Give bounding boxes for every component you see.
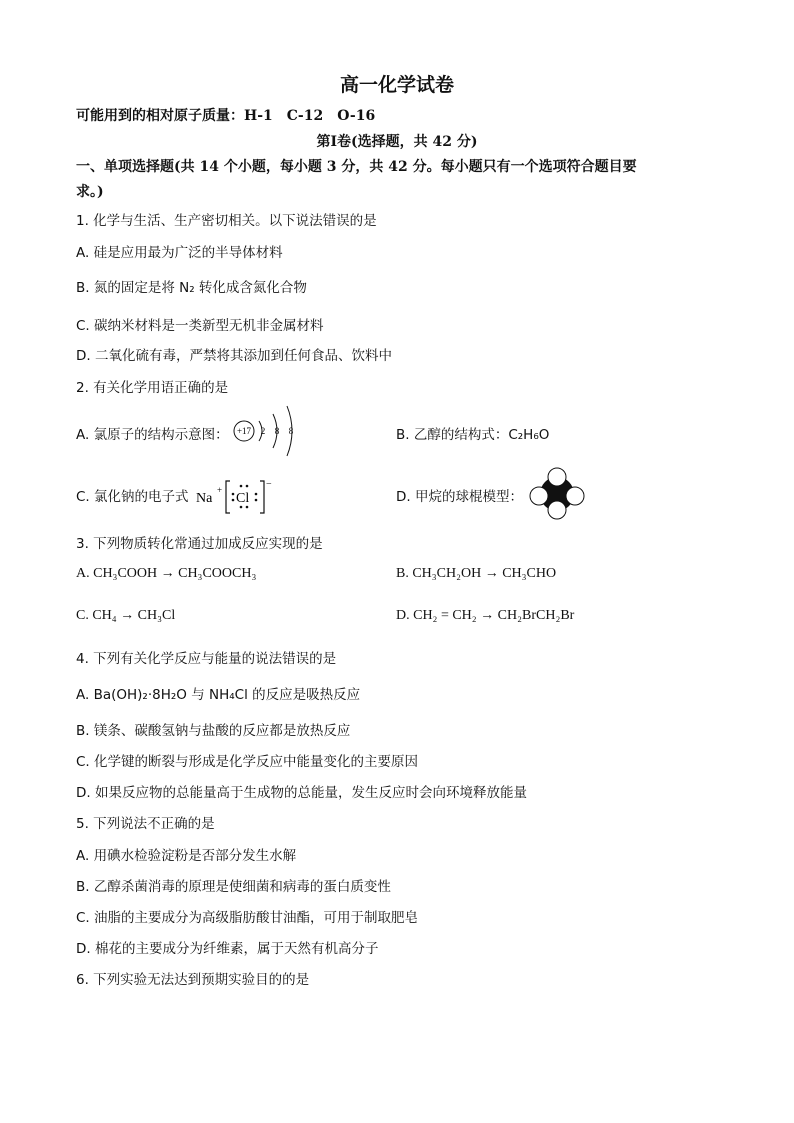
- q3-option-c: C. CH₄ → CH₃Cl: [76, 608, 176, 623]
- q1-option-b: B. 氮的固定是将 N₂ 转化成含氮化合物: [76, 280, 307, 296]
- na-symbol: Na: [196, 491, 213, 506]
- q4-option-c: C. 化学键的断裂与形成是化学反应中能量变化的主要原因: [76, 754, 419, 770]
- q4-stem: 4. 下列有关化学反应与能量的说法错误的是: [76, 651, 337, 667]
- exam-title: 高一化学试卷: [339, 74, 454, 96]
- q1-stem: 1. 化学与生活、生产密切相关。以下说法错误的是: [76, 213, 377, 229]
- shell-2-label: 8: [274, 426, 280, 436]
- q1-option-c: C. 碳纳米材料是一类新型无机非金属材料: [76, 318, 324, 334]
- q5-option-a: A. 用碘水检验淀粉是否部分发生水解: [76, 848, 297, 864]
- q5-stem: 5. 下列说法不正确的是: [76, 816, 215, 832]
- q2-option-d: D. 甲烷的球棍模型：: [396, 489, 523, 505]
- q3-stem: 3. 下列物质转化常通过加成反应实现的是: [76, 536, 323, 552]
- q3-option-a: A. CH₃COOH → CH₃COOCH₃: [76, 566, 257, 581]
- part-instructions-line1: 一、单项选择题(共 14 个小题，每小题 3 分，共 42 分。每小题只有一个选项符合题目要: [76, 159, 637, 175]
- q5-option-c: C. 油脂的主要成分为高级脂肪酸甘油酯，可用于制取肥皂: [76, 910, 419, 926]
- q2-option-b: B. 乙醇的结构式：C₂H₆O: [396, 427, 550, 443]
- shell-1-label: 2: [260, 426, 266, 436]
- methane-ball-stick-model: [528, 466, 586, 522]
- svg-text:+: +: [217, 485, 223, 495]
- q5-option-b: B. 乙醇杀菌消毒的原理是使细菌和病毒的蛋白质变性: [76, 879, 391, 895]
- svg-text:−: −: [266, 479, 272, 490]
- q3-option-b: B. CH₃CH₂OH → CH₃CHO: [396, 566, 557, 581]
- q6-stem: 6. 下列实验无法达到预期实验目的的是: [76, 972, 310, 988]
- q5-option-d: D. 棉花的主要成分为纤维素，属于天然有机高分子: [76, 941, 379, 957]
- shell-3-label: 8: [288, 426, 294, 436]
- nacl-electron-formula: [194, 475, 276, 517]
- cl-symbol: Cl: [236, 491, 250, 506]
- q4-option-a: A. Ba(OH)₂·8H₂O 与 NH₄Cl 的反应是吸热反应: [76, 687, 361, 703]
- q3-option-d: D. CH₂ = CH₂ → CH₂BrCH₂Br: [396, 608, 575, 623]
- q2-option-c: C. 氯化钠的电子式: [76, 489, 189, 505]
- atom-nucleus-label: +17: [236, 426, 252, 436]
- atomic-mass-line: 可能用到的相对原子质量：H-1 C-12 O-16: [76, 108, 376, 124]
- q2-stem-text: 2. 有关化学用语正确的是: [76, 380, 229, 396]
- q2-option-a: A. 氯原子的结构示意图：: [76, 427, 229, 443]
- q1-option-d: D. 二氧化硫有毒，严禁将其添加到任何食品、饮料中: [76, 348, 392, 364]
- section-heading: 第Ⅰ卷(选择题，共 42 分): [316, 134, 478, 150]
- q4-option-d: D. 如果反应物的总能量高于生成物的总能量，发生反应时会向环境释放能量: [76, 785, 527, 801]
- q1-option-a: A. 硅是应用最为广泛的半导体材料: [76, 245, 283, 261]
- chlorine-atom-diagram: [232, 402, 302, 460]
- q4-option-b: B. 镁条、碳酸氢钠与盐酸的反应都是放热反应: [76, 723, 351, 739]
- part-instructions-line2: 求。): [76, 184, 104, 200]
